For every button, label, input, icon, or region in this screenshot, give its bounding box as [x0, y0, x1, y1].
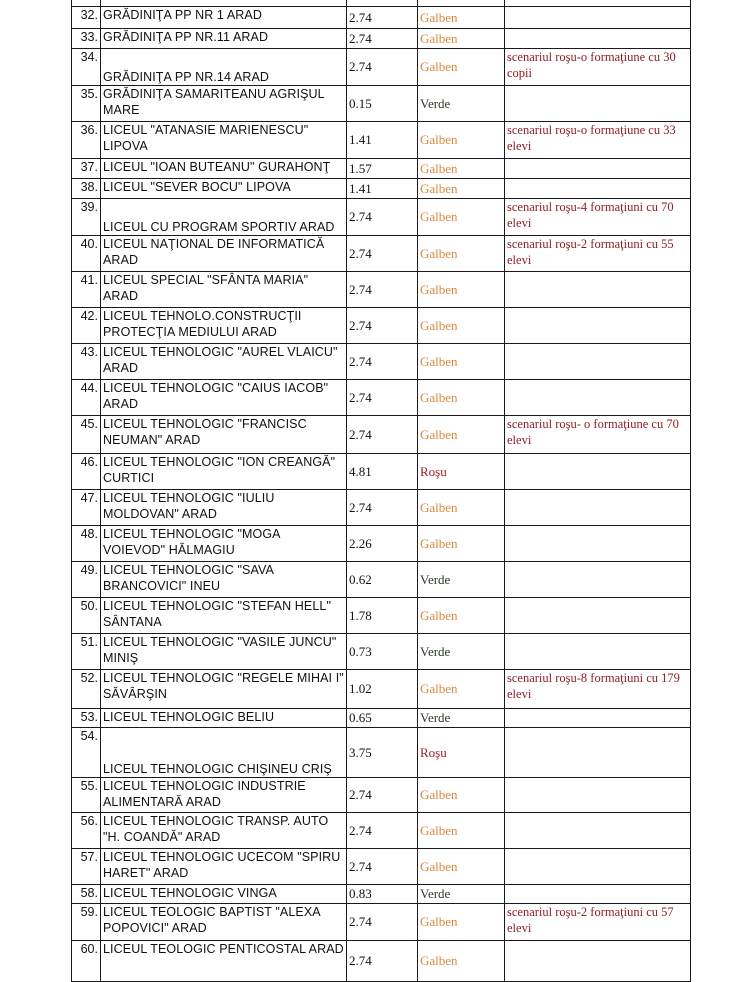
scenario-note: [505, 7, 691, 29]
table-row: [72, 813, 691, 849]
incidence-rate: 2.74: [347, 199, 418, 236]
school-name: LICEUL TEHNOLOGIC "IULIU MOLDOVAN" ARAD: [101, 490, 347, 526]
table-row: [72, 490, 691, 526]
row-number: 43.: [72, 344, 101, 380]
school-name: LICEUL "SEVER BOCU" LIPOVA: [101, 179, 347, 199]
scenario-note: [505, 849, 691, 885]
scenario-label: Verde: [418, 562, 505, 598]
incidence-rate: 2.74: [347, 849, 418, 885]
incidence-rate: 1.41: [347, 122, 418, 159]
scenario-label: Galben: [418, 308, 505, 344]
school-name: LICEUL TEHNOLOGIC UCECOM "SPIRU HARET" ARAD: [101, 849, 347, 885]
table-row: [72, 380, 691, 416]
row-number: 50.: [72, 598, 101, 634]
table-row: [72, 416, 691, 454]
table-row: [72, 849, 691, 885]
incidence-rate: 0.83: [347, 885, 418, 904]
incidence-rate: 2.74: [347, 272, 418, 308]
school-name: LICEUL TEHNOLOGIC "REGELE MIHAI I" SĂVÂRŞIN: [101, 670, 347, 709]
incidence-rate: 2.74: [347, 344, 418, 380]
school-name: LICEUL TEHNOLOGIC "SAVA BRANCOVICI" INEU: [101, 562, 347, 598]
scenario-note: [505, 885, 691, 904]
school-name: GRĂDINIŢA PP NR.14 ARAD: [101, 49, 347, 86]
incidence-rate: 1.78: [347, 598, 418, 634]
table-row: [72, 236, 691, 272]
scenario-label: Roşu: [418, 454, 505, 490]
incidence-rate: 0.65: [347, 709, 418, 728]
scenario-note: [505, 29, 691, 49]
school-name: LICEUL TEOLOGIC PENTICOSTAL ARAD: [101, 941, 347, 982]
scenario-label: Verde: [418, 709, 505, 728]
school-name: LICEUL TEOLOGIC BAPTIST "ALEXA POPOVICI" ARAD: [101, 904, 347, 941]
table-row: [72, 904, 691, 941]
scenario-label: Galben: [418, 598, 505, 634]
scenario-label: Galben: [418, 670, 505, 709]
incidence-rate: 0.15: [347, 86, 418, 122]
incidence-rate: 2.26: [347, 526, 418, 562]
scenario-note: [505, 86, 691, 122]
row-number: 59.: [72, 904, 101, 941]
table-row: [72, 49, 691, 86]
scenario-note: [505, 813, 691, 849]
table-row: [72, 885, 691, 904]
scenario-label: Verde: [418, 885, 505, 904]
table-row: [72, 941, 691, 982]
incidence-rate: 2.74: [347, 778, 418, 813]
scenario-label: Galben: [418, 122, 505, 159]
incidence-rate: 0.62: [347, 562, 418, 598]
incidence-rate: 3.75: [347, 728, 418, 778]
scenario-note: scenariul roşu-2 formaţiuni cu 55 elevi: [505, 236, 691, 272]
incidence-rate: 2.74: [347, 813, 418, 849]
row-number: 32.: [72, 7, 101, 29]
incidence-rate: 4.81: [347, 454, 418, 490]
row-number: 47.: [72, 490, 101, 526]
school-name: LICEUL TEHNOLO.CONSTRUCŢII PROTECŢIA MEDIULUI ARAD: [101, 308, 347, 344]
row-number: 44.: [72, 380, 101, 416]
scenario-label: Galben: [418, 490, 505, 526]
scenario-note: [505, 778, 691, 813]
scenario-note: [505, 344, 691, 380]
scenario-note: [505, 308, 691, 344]
row-number: 54.: [72, 728, 101, 778]
row-number: 45.: [72, 416, 101, 454]
scenario-note: [505, 454, 691, 490]
row-number: 60.: [72, 941, 101, 982]
scenario-note: [505, 728, 691, 778]
school-name: LICEUL TEHNOLOGIC "VASILE JUNCU" MINIŞ: [101, 634, 347, 670]
scenario-label: Galben: [418, 29, 505, 49]
school-name: LICEUL SPECIAL "SFÂNTA MARIA" ARAD: [101, 272, 347, 308]
table-row: [72, 344, 691, 380]
incidence-rate: 2.74: [347, 308, 418, 344]
table-row: [72, 29, 691, 49]
table-row: [72, 86, 691, 122]
table-row: [72, 709, 691, 728]
scenario-note: [505, 526, 691, 562]
scenario-note: [505, 380, 691, 416]
school-name: LICEUL TEHNOLOGIC VINGA: [101, 885, 347, 904]
scenario-label: Galben: [418, 778, 505, 813]
incidence-rate: 2.74: [347, 941, 418, 982]
incidence-rate: 2.74: [347, 904, 418, 941]
scenario-note: scenariul roşu-o formaţiune cu 30 copii: [505, 49, 691, 86]
row-number: 46.: [72, 454, 101, 490]
scenario-label: Verde: [418, 86, 505, 122]
table-row: [72, 7, 691, 29]
row-number: 53.: [72, 709, 101, 728]
table-row: [72, 562, 691, 598]
scenario-label: Galben: [418, 272, 505, 308]
incidence-rate: 2.74: [347, 416, 418, 454]
scenario-label: Galben: [418, 7, 505, 29]
table-row: [72, 670, 691, 709]
row-number: 39.: [72, 199, 101, 236]
row-number: 38.: [72, 179, 101, 199]
scenario-note: [505, 490, 691, 526]
table-row: [72, 598, 691, 634]
school-name: LICEUL "IOAN BUTEANU" GURAHONŢ: [101, 159, 347, 179]
scenario-label: Galben: [418, 941, 505, 982]
scenario-label: Galben: [418, 526, 505, 562]
school-name: GRĂDINIŢA SAMARITEANU AGRIŞUL MARE: [101, 86, 347, 122]
scenario-note: [505, 562, 691, 598]
scenario-note: [505, 159, 691, 179]
table-row: [72, 199, 691, 236]
scenario-label: Galben: [418, 849, 505, 885]
scenario-note: [505, 634, 691, 670]
row-number: 34.: [72, 49, 101, 86]
scenario-note: [505, 941, 691, 982]
table-row: [72, 778, 691, 813]
row-number: 56.: [72, 813, 101, 849]
row-number: 55.: [72, 778, 101, 813]
school-name: LICEUL TEHNOLOGIC "ION CREANGĂ" CURTICI: [101, 454, 347, 490]
school-name: GRĂDINIŢA PP NR.11 ARAD: [101, 29, 347, 49]
scenario-note: [505, 272, 691, 308]
scenario-label: Galben: [418, 344, 505, 380]
incidence-rate: 2.74: [347, 29, 418, 49]
table-row: [72, 272, 691, 308]
incidence-rate: 1.02: [347, 670, 418, 709]
incidence-rate: 2.74: [347, 49, 418, 86]
scenario-note: scenariul roşu-8 formaţiuni cu 179 elevi: [505, 670, 691, 709]
scenario-note: scenariul roşu-2 formaţiuni cu 57 elevi: [505, 904, 691, 941]
row-number: 35.: [72, 86, 101, 122]
row-number: 58.: [72, 885, 101, 904]
row-number: 41.: [72, 272, 101, 308]
row-number: 51.: [72, 634, 101, 670]
table-row: [72, 728, 691, 778]
school-name: LICEUL NAŢIONAL DE INFORMATICĂ ARAD: [101, 236, 347, 272]
table-row: [72, 179, 691, 199]
table-row: [72, 308, 691, 344]
incidence-rate: 0.73: [347, 634, 418, 670]
row-number: 48.: [72, 526, 101, 562]
scenario-note: scenariul roşu-4 formaţiuni cu 70 elevi: [505, 199, 691, 236]
incidence-rate: 2.74: [347, 380, 418, 416]
scenario-label: Verde: [418, 634, 505, 670]
scenario-note: scenariul roşu- o formaţiune cu 70 elevi: [505, 416, 691, 454]
incidence-rate: 2.74: [347, 490, 418, 526]
schools-scenario-table: [71, 0, 691, 982]
table-row: [72, 526, 691, 562]
scenario-label: Galben: [418, 813, 505, 849]
table-row: [72, 159, 691, 179]
scenario-label: Galben: [418, 380, 505, 416]
school-name: LICEUL TEHNOLOGIC "CAIUS IACOB" ARAD: [101, 380, 347, 416]
table-row: [72, 454, 691, 490]
school-name: LICEUL TEHNOLOGIC BELIU: [101, 709, 347, 728]
scenario-label: Galben: [418, 159, 505, 179]
school-name: LICEUL TEHNOLOGIC INDUSTRIE ALIMENTARĂ ARAD: [101, 778, 347, 813]
scenario-label: Galben: [418, 416, 505, 454]
school-name: LICEUL "ATANASIE MARIENESCU" LIPOVA: [101, 122, 347, 159]
scenario-label: Roşu: [418, 728, 505, 778]
scenario-label: Galben: [418, 49, 505, 86]
table-row: [72, 122, 691, 159]
school-name: LICEUL TEHNOLOGIC TRANSP. AUTO "H. COANDĂ" ARAD: [101, 813, 347, 849]
school-name: LICEUL TEHNOLOGIC "FRANCISC NEUMAN" ARAD: [101, 416, 347, 454]
school-name: LICEUL TEHNOLOGIC CHIŞINEU CRIŞ: [101, 728, 347, 778]
incidence-rate: 2.74: [347, 7, 418, 29]
scenario-note: scenariul roşu-o formaţiune cu 33 elevi: [505, 122, 691, 159]
row-number: 52.: [72, 670, 101, 709]
row-number: 57.: [72, 849, 101, 885]
incidence-rate: 1.57: [347, 159, 418, 179]
row-number: 49.: [72, 562, 101, 598]
school-name: LICEUL TEHNOLOGIC "AUREL VLAICU" ARAD: [101, 344, 347, 380]
row-number: 42.: [72, 308, 101, 344]
row-number: 40.: [72, 236, 101, 272]
school-name: LICEUL CU PROGRAM SPORTIV ARAD: [101, 199, 347, 236]
incidence-rate: 1.41: [347, 179, 418, 199]
scenario-label: Galben: [418, 236, 505, 272]
incidence-rate: 2.74: [347, 236, 418, 272]
table-body: [72, 0, 691, 982]
scenario-note: [505, 598, 691, 634]
table-row: [72, 634, 691, 670]
scenario-label: Galben: [418, 199, 505, 236]
school-name: LICEUL TEHNOLOGIC "MOGA VOIEVOD" HĂLMAGIU: [101, 526, 347, 562]
school-name: LICEUL TEHNOLOGIC "STEFAN HELL" SÂNTANA: [101, 598, 347, 634]
row-number: 36.: [72, 122, 101, 159]
row-number: 37.: [72, 159, 101, 179]
scenario-label: Galben: [418, 179, 505, 199]
scenario-note: [505, 709, 691, 728]
scenario-note: [505, 179, 691, 199]
row-number: 33.: [72, 29, 101, 49]
school-name: GRĂDINIŢA PP NR 1 ARAD: [101, 7, 347, 29]
scenario-label: Galben: [418, 904, 505, 941]
